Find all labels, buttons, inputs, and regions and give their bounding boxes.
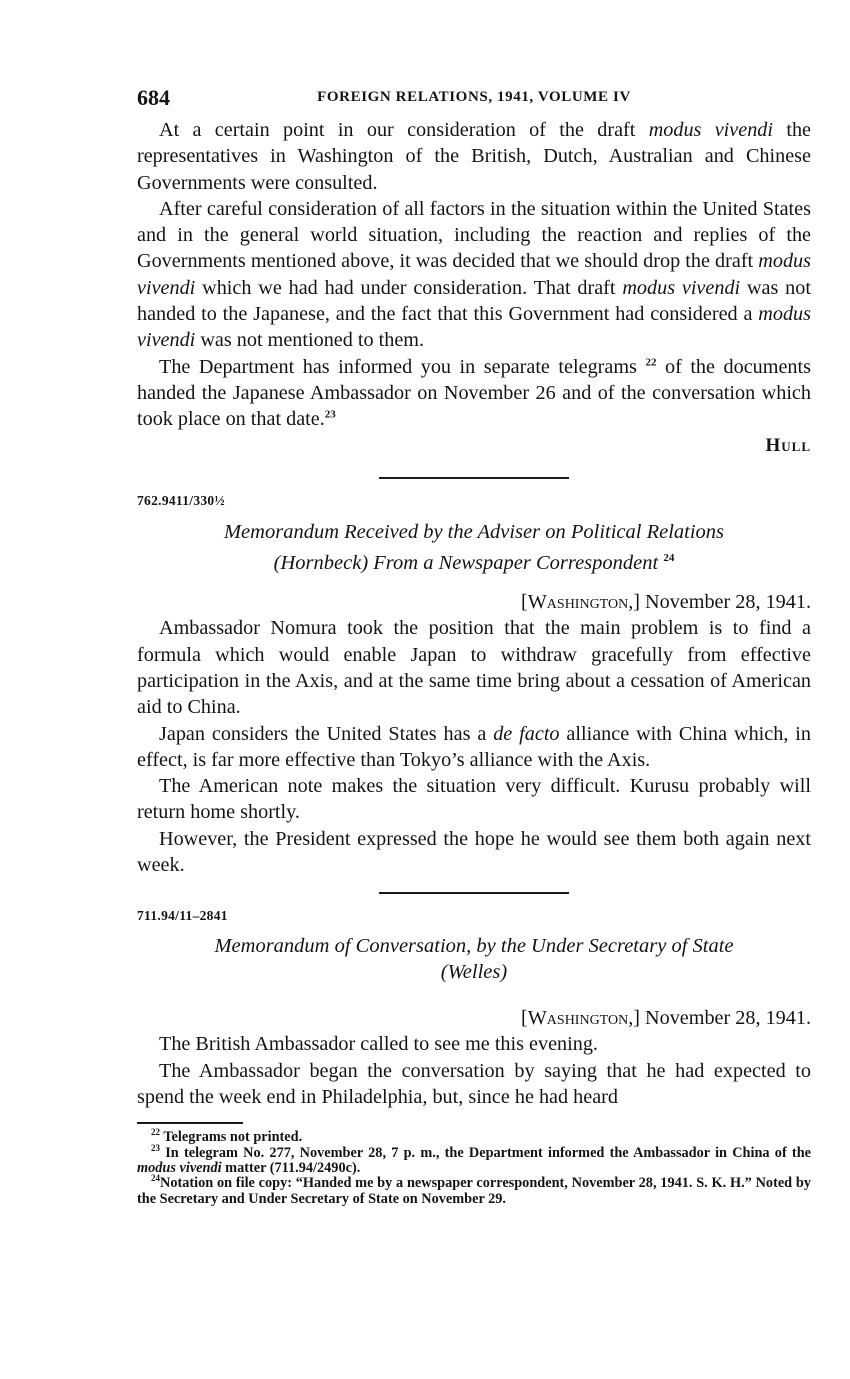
paragraph: The Department has informed you in separate telegrams $^{22}$ of the documents handed the Japanese Ambassador on November 26 and of the conversation which took place on that date.$^{23}$ (137, 355, 811, 431)
running-title: FOREIGN RELATIONS, 1941, VOLUME IV (317, 89, 631, 105)
footnote-24: $^{24}$Notation on file copy: “Handed me by a newspaper correspondent, November 28, 1941. S. K. H.” Noted by the Secretary and Under Secretary of State on November 29. (137, 1173, 811, 1207)
paragraph: However, the President expressed the hope he would see them both again next week. (137, 827, 811, 877)
document-title: Memorandum Received by the Adviser on Political Relations (Hornbeck) From a Newspaper Correspondent $^{24}$ (223, 520, 725, 574)
signature: Hull (765, 434, 811, 456)
dateline: [Washington,] November 28, 1941. (521, 1007, 811, 1030)
paragraph: The British Ambassador called to see me this evening. (159, 1033, 598, 1056)
running-header (137, 85, 811, 117)
document-page (137, 85, 811, 1207)
file-number: 711.94/11–2841 (137, 908, 228, 924)
paragraph: The Ambassador began the conversation by saying that he had expected to spend the week end in Philadelphia, but, since he had heard (137, 1059, 811, 1108)
dateline: [Washington,] November 28, 1941. (521, 591, 811, 614)
file-number: 762.9411/330½ (137, 492, 225, 508)
paragraph: After careful consideration of all factors in the situation within the United States and in the general world situation, including the reaction and replies of the Governments mentioned above, it was decided that we should drop the draft modus vivendi which we had had under consideration. That draft modus vivendi was not handed to the Japanese, and the fact that this Government had considered a modus vivendi was not mentioned to them. (137, 197, 811, 352)
page-number: 684 (137, 85, 170, 110)
section-divider (379, 892, 569, 894)
footnote-23: $^{23}$ In telegram No. 277, November 28, 7 p. m., the Department informed the Ambassador in China of the modus vivendi matter (711.94/2490c). (137, 1142, 811, 1177)
paragraph: Japan considers the United States has a de facto alliance with China which, in effect, is far more effective than Tokyo’s alliance with the Axis. (137, 722, 811, 771)
footnote-divider (137, 1122, 243, 1124)
footnote-ref: 22 (645, 355, 657, 368)
paragraph: Ambassador Nomura took the position that the main problem is to find a formula which would enable Japan to withdraw gracefully from effective participation in the Axis, and at the same time bring about a cessation of American aid to China. (137, 617, 811, 719)
footnote-ref: 24 (663, 551, 675, 564)
footnote-ref: 23 (324, 408, 336, 421)
footnotes (137, 1127, 811, 1207)
document-title: Memorandum of Conversation, by the Under Secretary of State (Welles) (214, 935, 734, 984)
footnote-22: $^{22}$ Telegrams not printed. (151, 1127, 303, 1146)
paragraph: At a certain point in our consideration of the draft modus vivendi the representatives in Washington of the British, Dutch, Australian and Chinese Governments were consulted. (137, 119, 811, 194)
section-divider (379, 477, 569, 479)
paragraph: The American note makes the situation very difficult. Kurusu probably will return home shortly. (137, 775, 811, 824)
